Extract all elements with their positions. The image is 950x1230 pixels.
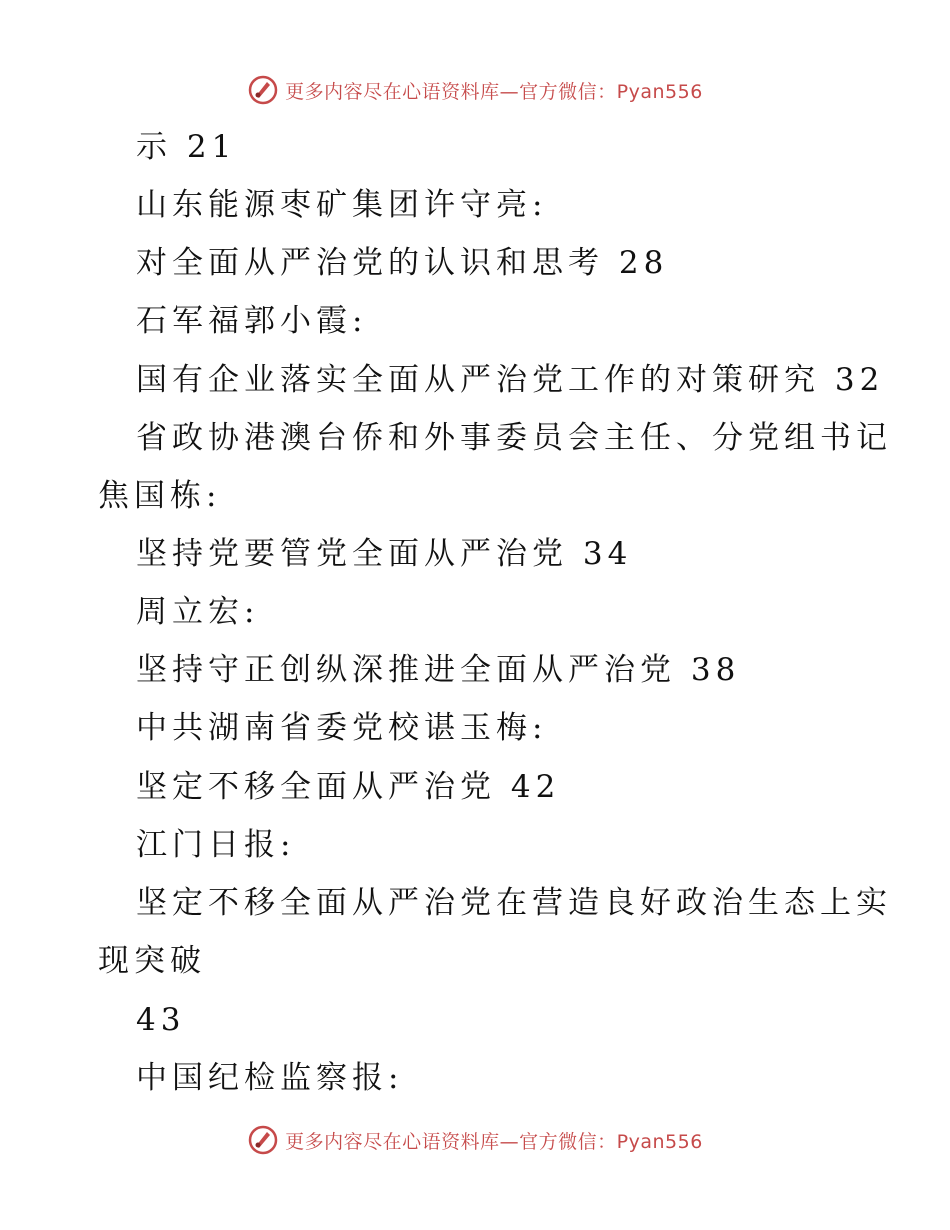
toc-author: 省政协港澳台侨和外事委员会主任、分党组书记: [136, 420, 892, 456]
toc-page-number: 43: [136, 1002, 186, 1038]
toc-title: 坚定不移全面从严治党 42: [136, 769, 561, 805]
logo-icon: [247, 74, 279, 106]
toc-author: 江门日报:: [136, 827, 296, 863]
toc-title: 坚持党要管党全面从严治党 34: [136, 536, 633, 572]
toc-author-continued: 焦国栋:: [98, 478, 222, 514]
toc-author: 中国纪检监察报:: [136, 1060, 404, 1096]
footer-watermark-text: 更多内容尽在心语资料库—官方微信：Pyan556: [285, 1130, 703, 1153]
toc-author: 石军福郭小霞:: [136, 303, 368, 339]
header-watermark: [0, 70, 950, 110]
toc-title: 坚持守正创纵深推进全面从严治党 38: [136, 652, 741, 688]
toc-line: 示 21: [136, 129, 237, 165]
toc-title: 坚定不移全面从严治党在营造良好政治生态上实: [136, 885, 892, 921]
toc-title-continued: 现突破: [98, 943, 206, 979]
footer-watermark: [0, 1120, 950, 1160]
toc-author: 山东能源枣矿集团许守亮:: [136, 187, 548, 223]
toc-title: 对全面从严治党的认识和思考 28: [136, 245, 669, 281]
toc-author: 周立宏:: [136, 594, 260, 630]
logo-icon: [247, 1124, 279, 1156]
header-watermark-text: 更多内容尽在心语资料库—官方微信：Pyan556: [285, 80, 703, 103]
toc-title: 国有企业落实全面从严治党工作的对策研究 32: [136, 362, 885, 398]
toc-author: 中共湖南省委党校谌玉梅:: [136, 710, 548, 746]
